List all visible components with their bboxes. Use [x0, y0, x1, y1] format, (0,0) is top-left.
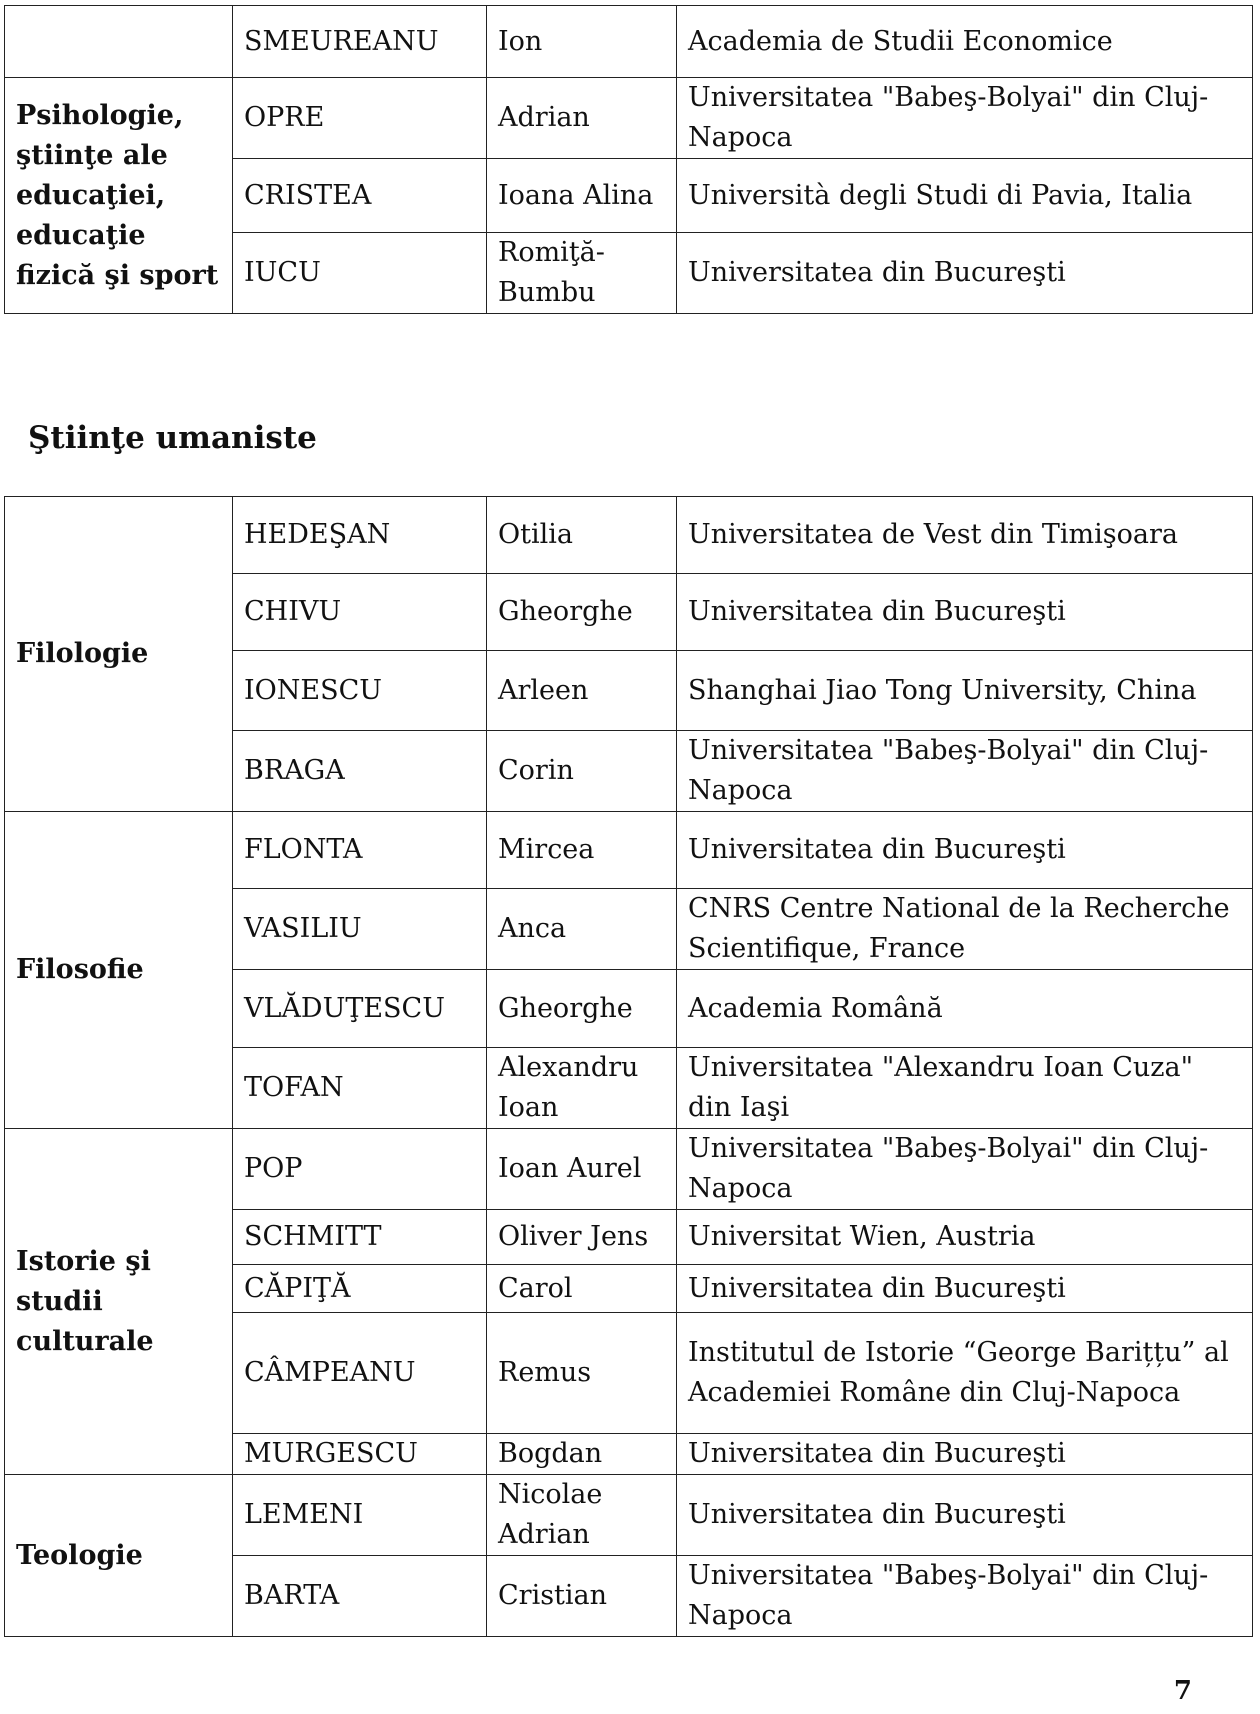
domain-cell: Istorie şi studii culturale: [5, 1129, 233, 1475]
table-row: [5, 497, 1253, 574]
given-name-cell: Mircea: [487, 812, 677, 889]
institution-cell: Universitatea din Bucureşti: [677, 1434, 1253, 1475]
institution-cell: Universitatea "Babeş-Bolyai" din Cluj-Napoca: [677, 1129, 1253, 1210]
given-name-cell: Bogdan: [487, 1434, 677, 1475]
experts-table-humanities: [4, 496, 1253, 1637]
section-heading: Ştiinţe umaniste: [28, 420, 317, 456]
given-name-cell: Carol: [487, 1265, 677, 1313]
experts-table-social-sciences: [4, 5, 1253, 314]
given-name-cell: Gheorghe: [487, 574, 677, 651]
page-number: 7: [1173, 1676, 1192, 1706]
institution-cell: Universitatea din Bucureşti: [677, 1265, 1253, 1313]
surname-cell: SCHMITT: [233, 1210, 487, 1265]
institution-cell: CNRS Centre National de la Recherche Scientifique, France: [677, 889, 1253, 970]
surname-cell: HEDEŞAN: [233, 497, 487, 574]
surname-cell: IONESCU: [233, 651, 487, 731]
domain-cell: [5, 6, 233, 78]
surname-cell: FLONTA: [233, 812, 487, 889]
institution-cell: Universitatea "Babeş-Bolyai" din Cluj-Napoca: [677, 731, 1253, 812]
surname-cell: CĂPIŢĂ: [233, 1265, 487, 1313]
given-name-cell: Cristian: [487, 1556, 677, 1637]
given-name-cell: Corin: [487, 731, 677, 812]
table-row: [5, 78, 1253, 159]
surname-cell: CÂMPEANU: [233, 1313, 487, 1434]
given-name-cell: Anca: [487, 889, 677, 970]
institution-cell: Universitatea "Babeş-Bolyai" din Cluj-Napoca: [677, 1556, 1253, 1637]
surname-cell: CHIVU: [233, 574, 487, 651]
institution-cell: Universitat Wien, Austria: [677, 1210, 1253, 1265]
surname-cell: IUCU: [233, 233, 487, 314]
surname-cell: SMEUREANU: [233, 6, 487, 78]
institution-cell: Universitatea "Alexandru Ioan Cuza" din Iaşi: [677, 1048, 1253, 1129]
given-name-cell: Otilia: [487, 497, 677, 574]
surname-cell: LEMENI: [233, 1475, 487, 1556]
institution-cell: Institutul de Istorie “George Barițțu” al Academiei Române din Cluj-Napoca: [677, 1313, 1253, 1434]
surname-cell: BRAGA: [233, 731, 487, 812]
given-name-cell: Ion: [487, 6, 677, 78]
domain-cell: Filosofie: [5, 812, 233, 1129]
institution-cell: Universitatea din Bucureşti: [677, 812, 1253, 889]
surname-cell: BARTA: [233, 1556, 487, 1637]
given-name-cell: Romiţă-Bumbu: [487, 233, 677, 314]
institution-cell: Shanghai Jiao Tong University, China: [677, 651, 1253, 731]
institution-cell: Universitatea din Bucureşti: [677, 233, 1253, 314]
surname-cell: POP: [233, 1129, 487, 1210]
given-name-cell: Nicolae Adrian: [487, 1475, 677, 1556]
institution-cell: Academia Română: [677, 970, 1253, 1048]
surname-cell: TOFAN: [233, 1048, 487, 1129]
domain-cell: Teologie: [5, 1475, 233, 1637]
institution-cell: Academia de Studii Economice: [677, 6, 1253, 78]
domain-cell: Psihologie, ştiinţe ale educaţiei, educaţie fizică şi sport: [5, 78, 233, 314]
surname-cell: VLĂDUŢESCU: [233, 970, 487, 1048]
table-row: [5, 812, 1253, 889]
surname-cell: OPRE: [233, 78, 487, 159]
given-name-cell: Arleen: [487, 651, 677, 731]
table-row: [5, 1129, 1253, 1210]
given-name-cell: Ioana Alina: [487, 159, 677, 233]
table-row: [5, 1475, 1253, 1556]
institution-cell: Universitatea din Bucureşti: [677, 1475, 1253, 1556]
given-name-cell: Remus: [487, 1313, 677, 1434]
domain-cell: Filologie: [5, 497, 233, 812]
surname-cell: CRISTEA: [233, 159, 487, 233]
institution-cell: Universitatea "Babeş-Bolyai" din Cluj-Napoca: [677, 78, 1253, 159]
given-name-cell: Adrian: [487, 78, 677, 159]
given-name-cell: Gheorghe: [487, 970, 677, 1048]
surname-cell: VASILIU: [233, 889, 487, 970]
institution-cell: Università degli Studi di Pavia, Italia: [677, 159, 1253, 233]
surname-cell: MURGESCU: [233, 1434, 487, 1475]
table-row: [5, 6, 1253, 78]
given-name-cell: Oliver Jens: [487, 1210, 677, 1265]
given-name-cell: Alexandru Ioan: [487, 1048, 677, 1129]
institution-cell: Universitatea de Vest din Timişoara: [677, 497, 1253, 574]
institution-cell: Universitatea din Bucureşti: [677, 574, 1253, 651]
given-name-cell: Ioan Aurel: [487, 1129, 677, 1210]
